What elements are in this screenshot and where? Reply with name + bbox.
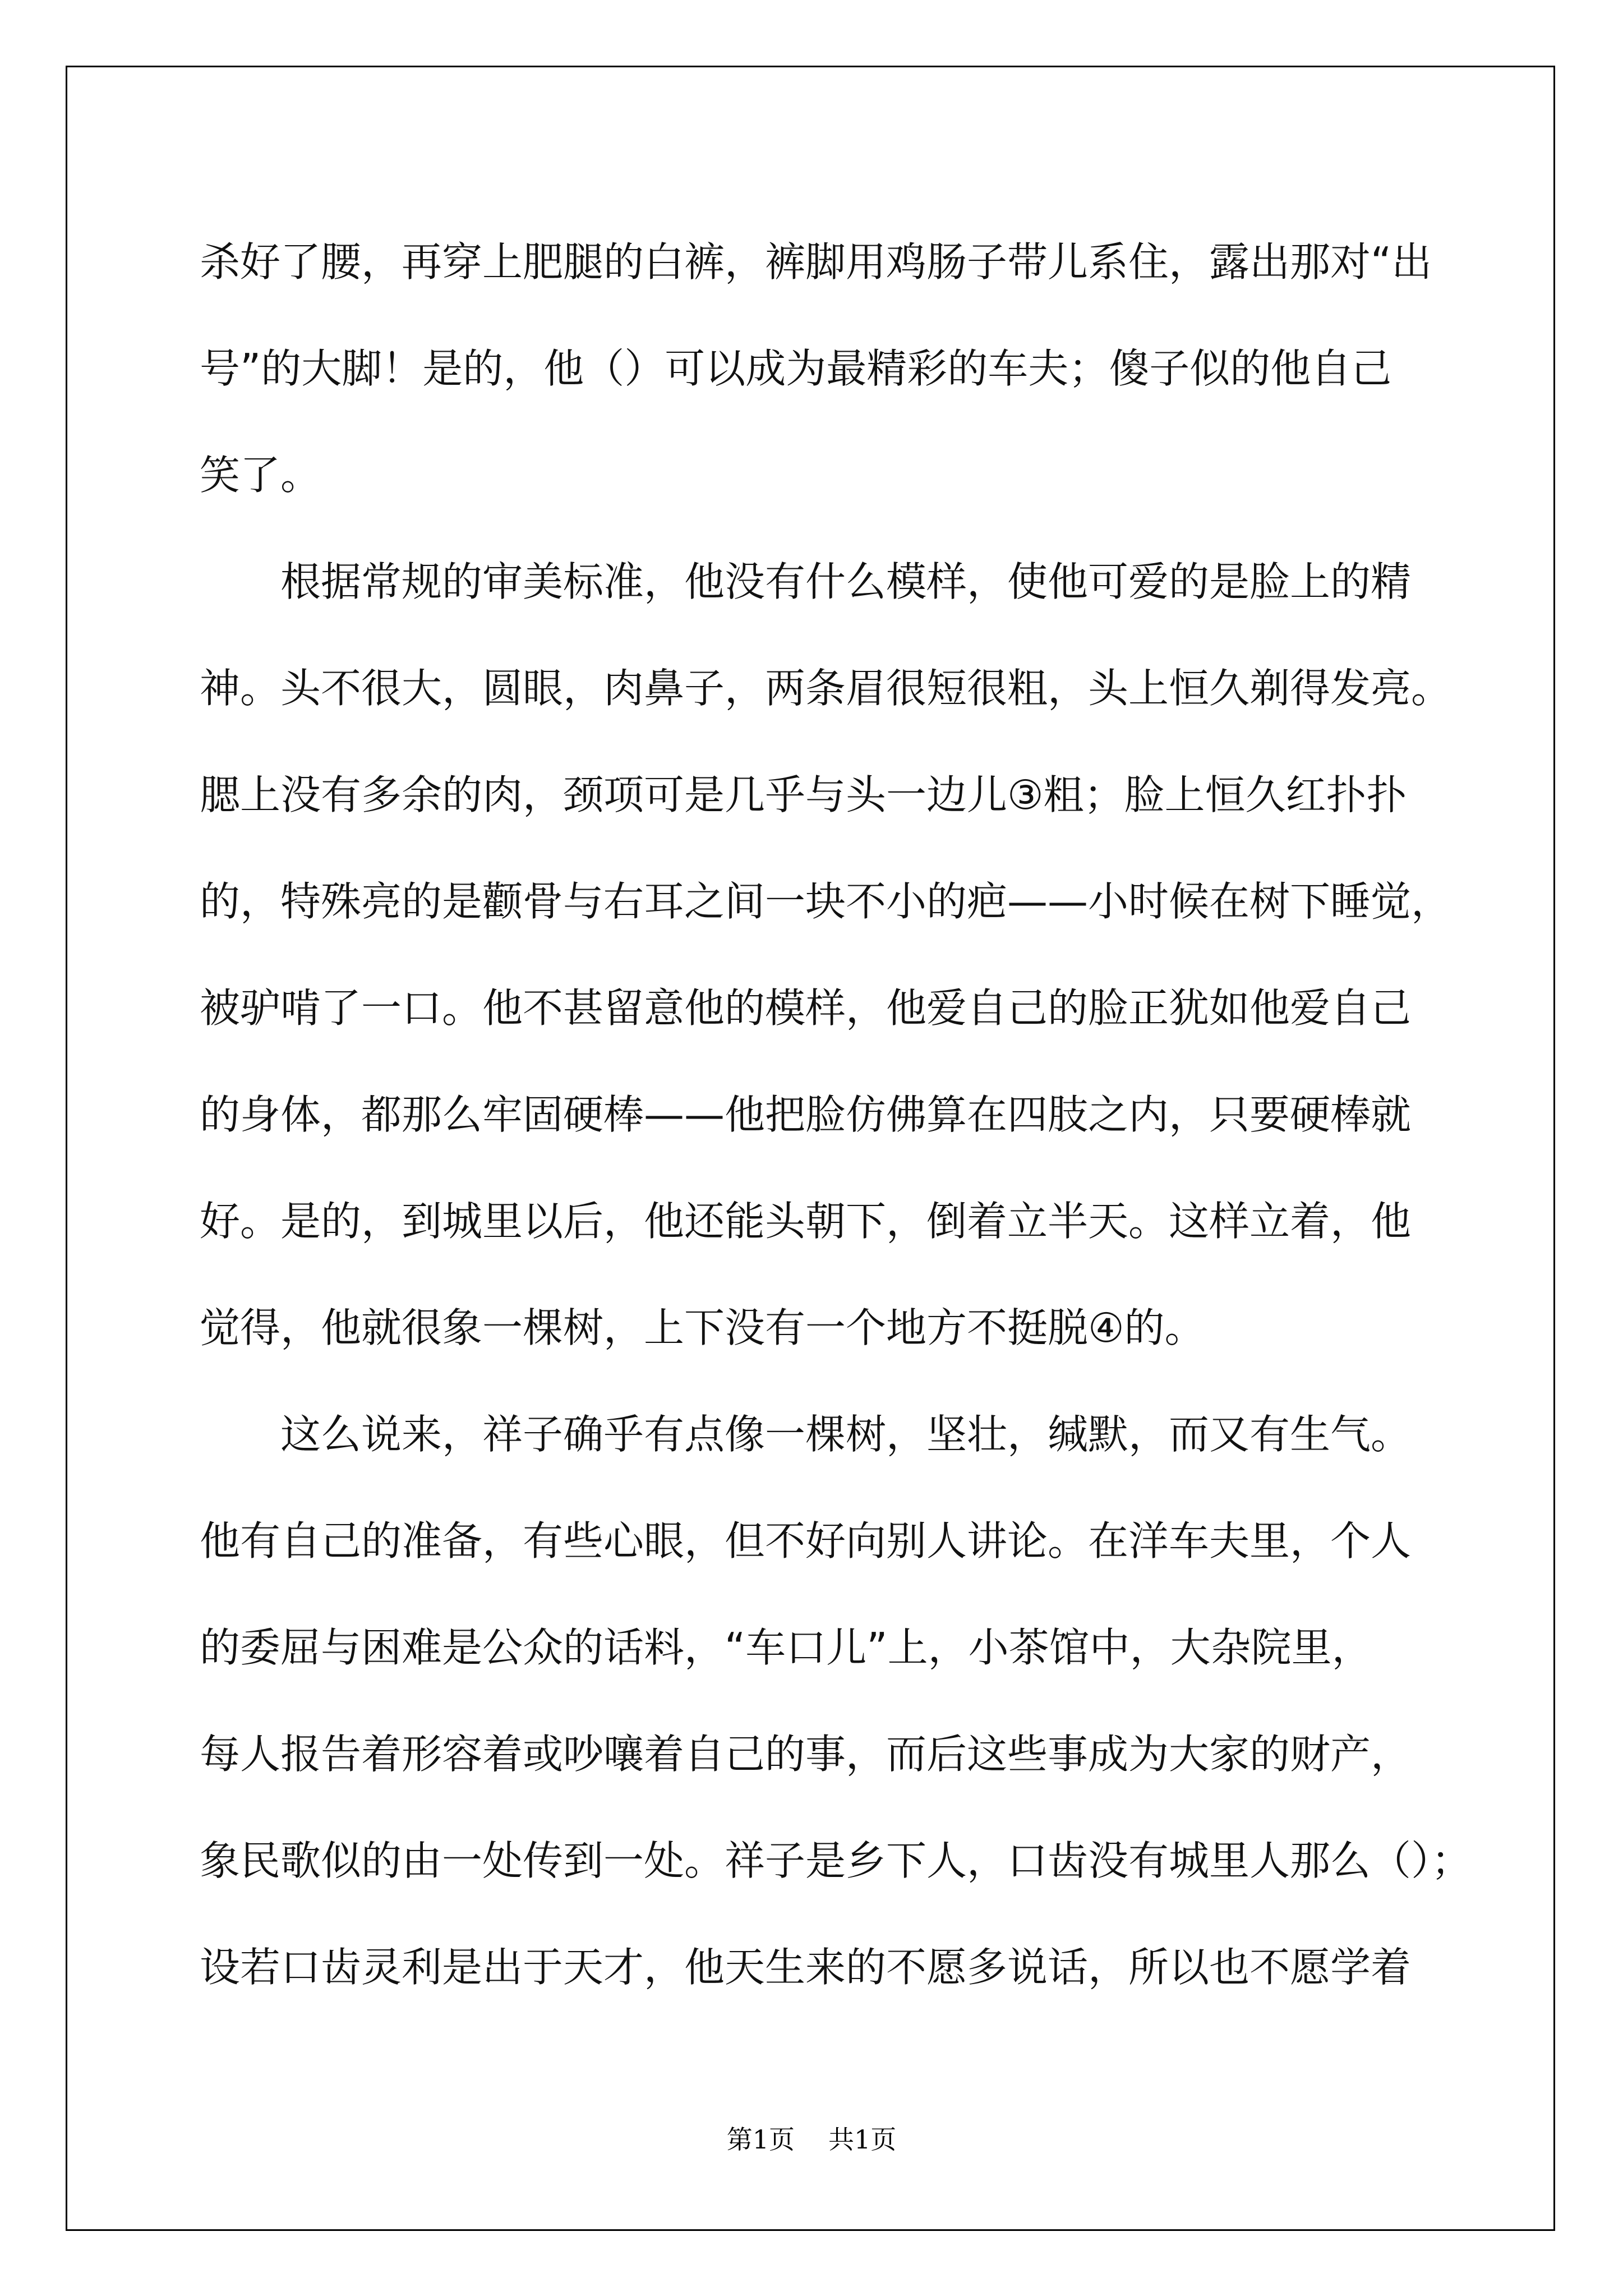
text-line: 根据常规的审美标准，他没有什么模样，使他可爱的是脸上的精 — [280, 558, 1412, 605]
text-line: 每人报告着形容着或吵嚷着自己的事，而后这些事成为大家的财产， — [200, 1731, 1412, 1778]
text-line: 这么说来，祥子确乎有点像一棵树，坚壮，缄默，而又有生气。 — [280, 1411, 1412, 1458]
page-number-current: 第1页 — [726, 2124, 795, 2155]
text-line: 设若口齿灵利是出于天才，他天生来的不愿多说话，所以也不愿学着 — [200, 1944, 1412, 1991]
text-line: 的，特殊亮的是颧骨与右耳之间一块不小的疤——小时候在树下睡觉， — [200, 878, 1452, 925]
text-line: 觉得，他就很象一棵树，上下没有一个地方不挺脱④的。 — [200, 1304, 1205, 1351]
text-line: 笑了。 — [200, 452, 321, 499]
text-line: 象民歌似的由一处传到一处。祥子是乡下人，口齿没有城里人那么（）； — [200, 1837, 1472, 1884]
text-line: 杀好了腰，再穿上肥腿的白裤，裤脚用鸡肠子带儿系住，露出那对“出 — [200, 238, 1432, 286]
text-line: 神。头不很大，圆眼，肉鼻子，两条眉很短很粗，头上恒久剃得发亮。 — [200, 665, 1452, 712]
text-line: 腮上没有多余的肉，颈项可是几乎与头一边儿③粗；脸上恒久红扑扑 — [200, 771, 1407, 818]
paragraph-3 — [200, 1381, 1472, 2021]
document-body — [200, 209, 1472, 2021]
page-number-total: 共1页 — [828, 2124, 897, 2155]
page-footer — [0, 2119, 1623, 2156]
text-line: 的身体，都那么牢固硬棒——他把脸仿佛算在四肢之内，只要硬棒就 — [200, 1091, 1412, 1138]
text-line: 号”的大脚！是的，他（）可以成为最精彩的车夫；傻子似的他自己 — [200, 345, 1392, 392]
paragraph-1 — [200, 209, 1439, 528]
text-line: 他有自己的准备，有些心眼，但不好向别人讲论。在洋车夫里，个人 — [200, 1517, 1412, 1565]
text-line: 被驴啃了一口。他不甚留意他的模样，他爱自己的脸正犹如他爱自己 — [200, 984, 1412, 1032]
text-line: 好。是的，到城里以后，他还能头朝下，倒着立半天。这样立着，他 — [200, 1198, 1412, 1245]
text-line: 的委屈与困难是公众的话料，“车口儿”上，小茶馆中，大杂院里， — [200, 1624, 1372, 1671]
paragraph-2 — [200, 528, 1452, 1381]
